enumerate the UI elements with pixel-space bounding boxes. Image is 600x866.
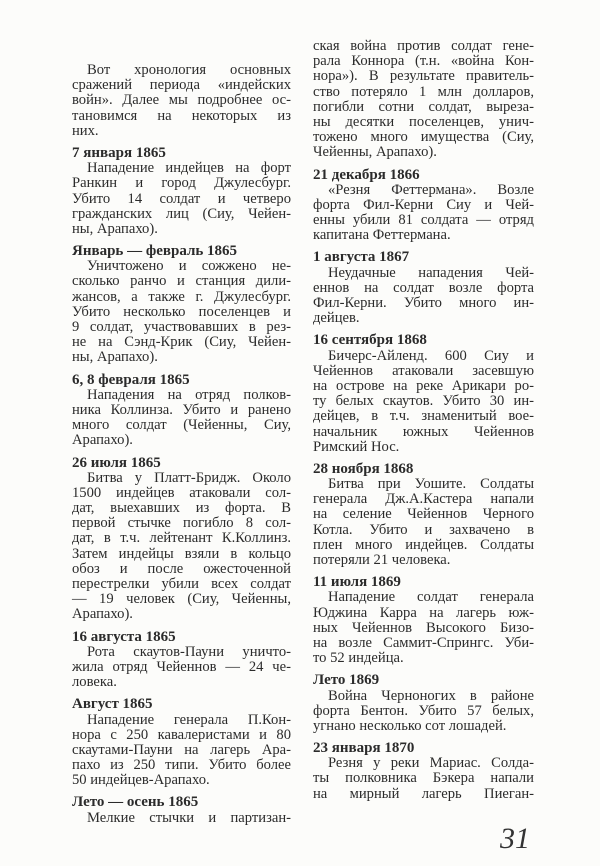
text-line: форта Фил-Керни Сиу и Чей- <box>313 196 534 213</box>
text-line: на возле Саммит-Спрингс. Уби- <box>313 634 534 651</box>
text-line: сколько ранчо и станция дили- <box>72 273 291 290</box>
text-line: то 52 индейца. <box>313 650 404 667</box>
text-line: скаутами-Пауни на лагерь Ара- <box>72 741 291 758</box>
entry-date-heading: 6, 8 февраля 1865 <box>72 371 190 388</box>
entry-date-heading: 26 июля 1865 <box>72 454 161 471</box>
chronology-entry <box>313 333 534 455</box>
text-line: — 19 человек (Сиу, Чейенны, <box>72 591 291 608</box>
text-line: Убито несколько поселенцев и <box>72 303 291 320</box>
text-line: Арапахо). <box>72 432 133 449</box>
entry-date-heading: 11 июля 1869 <box>313 574 401 591</box>
chronology-entry <box>313 741 534 802</box>
text-line: Фил-Керни. Убито много ин- <box>313 295 534 311</box>
text-line: начальник южных Чейеннов <box>313 423 534 440</box>
entry-date-heading: Август 1865 <box>72 696 153 713</box>
chronology-entry <box>72 146 291 237</box>
text-line: угнано несколько сот лошадей. <box>313 717 507 734</box>
entry-date-heading: 16 сентября 1868 <box>313 332 427 349</box>
text-line: Римский Нос. <box>313 438 400 455</box>
text-line: Уничтожено и сожжено не- <box>87 258 291 275</box>
text-line: Чейеннов атаковали засевшую <box>313 362 534 379</box>
entry-date-heading: Лето 1869 <box>313 672 380 689</box>
text-line: жансов, а также г. Джулесбург. <box>72 288 291 305</box>
text-line: 50 индейцев-Арапахо. <box>72 772 210 789</box>
entry-date-heading: 23 января 1870 <box>313 740 415 757</box>
right-column <box>313 39 534 802</box>
text-line: Юджина Карра на лагерь юж- <box>313 604 534 621</box>
text-line: «Резня Феттермана». Возле <box>328 181 534 198</box>
text-line: дат, в т.ч. лейтенант К.Коллинз. <box>72 530 291 547</box>
text-line: Нападения на отряд полков- <box>87 386 291 403</box>
chronology-entry <box>72 244 291 366</box>
entry-date-heading: 1 августа 1867 <box>313 249 410 266</box>
text-paragraph <box>72 63 291 139</box>
page-number: 31 <box>500 822 530 855</box>
text-line: Неудачные нападения Чей- <box>328 264 534 281</box>
text-line: еннов на солдат возле форта <box>313 279 534 296</box>
text-line: генерала Дж.А.Кастера напали <box>313 491 534 508</box>
text-line: Резня у реки Мариас. Солда- <box>328 755 534 772</box>
text-line: Нападение солдат генерала <box>328 589 534 606</box>
text-line: ты полковника Бэкера напали <box>313 770 534 787</box>
text-line: форта Бентон. Убито 57 белых, <box>313 702 534 719</box>
chronology-entry <box>313 462 534 568</box>
text-line: Нападение индейцев на форт <box>87 160 291 177</box>
text-line: нора с 250 кавалеристами и 80 <box>72 726 291 743</box>
text-line: на селение Чейеннов Черного <box>313 506 534 523</box>
left-column <box>72 63 291 826</box>
chronology-entry <box>313 168 534 244</box>
text-line: много солдат (Чейенны, Сиу, <box>72 417 291 434</box>
text-line: Нападение генерала П.Кон- <box>87 711 291 728</box>
text-line: ство потеряло 1 млн долларов, <box>313 83 534 100</box>
text-line: ника Коллинза. Убито и ранено <box>72 401 291 418</box>
text-line: ны, Арапахо). <box>72 220 158 237</box>
text-line: войн». Далее мы подробнее ос- <box>72 92 291 109</box>
text-line: обоз и после ожесточенной <box>72 560 291 577</box>
text-line: 9 солдат, участвовавших в рез- <box>72 319 291 335</box>
text-line: Арапахо). <box>72 606 133 623</box>
entry-date-heading: 28 ноября 1868 <box>313 460 414 477</box>
text-line: 1500 индейцев атаковали сол- <box>72 484 291 501</box>
text-line: Убито 14 солдат и четверо <box>72 190 291 207</box>
text-line: ны, Арапахо). <box>72 349 158 366</box>
chronology-entry <box>72 697 291 788</box>
entry-date-heading: 7 января 1865 <box>72 144 166 161</box>
chronology-entry <box>72 630 291 691</box>
text-line: енны убили 81 солдата — отряд <box>313 212 534 229</box>
text-line: Котла. Убито и захвачено в <box>313 521 534 538</box>
text-line: первой стычке погибло 8 сол- <box>72 515 291 532</box>
entry-date-heading: Январь — февраль 1865 <box>72 243 238 260</box>
chronology-entry <box>72 373 291 449</box>
text-line: Битва у Платт-Бридж. Около <box>87 469 291 486</box>
text-line: них. <box>72 122 99 139</box>
text-line: пахо из 250 типи. Убито более <box>72 757 291 774</box>
text-line: гражданских лиц (Сиу, Чейен- <box>72 205 291 222</box>
text-line: Чейенны, Арапахо). <box>313 144 437 161</box>
chronology-entry <box>313 575 534 666</box>
text-line: дат, выехавших из форта. В <box>72 500 291 517</box>
chronology-entry <box>72 795 291 825</box>
text-line: ская война против солдат гене- <box>313 38 534 54</box>
text-line: сражений периода «индейских <box>72 77 291 94</box>
text-line: Война Черноногих в районе <box>328 687 534 704</box>
chronology-entry <box>72 456 291 623</box>
chronology-entry <box>313 250 534 326</box>
entry-date-heading: 21 декабря 1866 <box>313 166 420 183</box>
text-line: рала Коннора (т.н. «война Кон- <box>313 53 534 70</box>
entry-date-heading: 16 августа 1865 <box>72 628 176 645</box>
chronology-entry <box>313 673 534 734</box>
text-paragraph <box>313 39 534 161</box>
text-line: перестрелки убили всех солдат <box>72 576 291 592</box>
text-line: ны десятки поселенцев, унич- <box>313 113 534 130</box>
text-line: ту белых скаутов. Убито 30 ин- <box>313 393 534 410</box>
text-line: Бичерс-Айленд. 600 Сиу и <box>328 347 534 364</box>
text-line: на мирный лагерь Пиеган- <box>313 785 534 802</box>
text-line: тановимся на некоторых из <box>72 107 291 124</box>
text-line: Рота скаутов-Пауни уничто- <box>87 643 291 660</box>
text-line: ных Чейеннов Высокого Бизо- <box>313 619 534 636</box>
text-line: потеряли 21 человека. <box>313 552 451 568</box>
text-line: Мелкие стычки и партизан- <box>87 809 291 826</box>
text-line: погибли сотни солдат, выреза- <box>313 98 534 115</box>
text-line: дейцев, в т.ч. знаменитый вое- <box>313 408 534 425</box>
entry-date-heading: Лето — осень 1865 <box>72 794 199 811</box>
text-line: Ранкин и город Джулесбург. <box>72 175 291 192</box>
text-line: не на Сэнд-Крик (Сиу, Чейен- <box>72 334 291 351</box>
text-line: ловека. <box>72 674 117 691</box>
text-line: дейцев. <box>313 310 360 327</box>
text-line: жила отряд Чейеннов — 24 че- <box>72 658 291 675</box>
text-line: нора»). В результате правитель- <box>313 68 534 85</box>
text-line: тожено много имущества (Сиу, <box>313 129 534 146</box>
text-line: Вот хронология основных <box>87 62 291 78</box>
text-line: Затем индейцы взяли в кольцо <box>72 545 291 562</box>
text-line: плен много индейцев. Солдаты <box>313 536 534 553</box>
text-line: капитана Феттермана. <box>313 227 451 244</box>
text-line: на острове на реке Арикари ро- <box>313 377 534 394</box>
text-line: Битва при Уошите. Солдаты <box>328 476 534 493</box>
